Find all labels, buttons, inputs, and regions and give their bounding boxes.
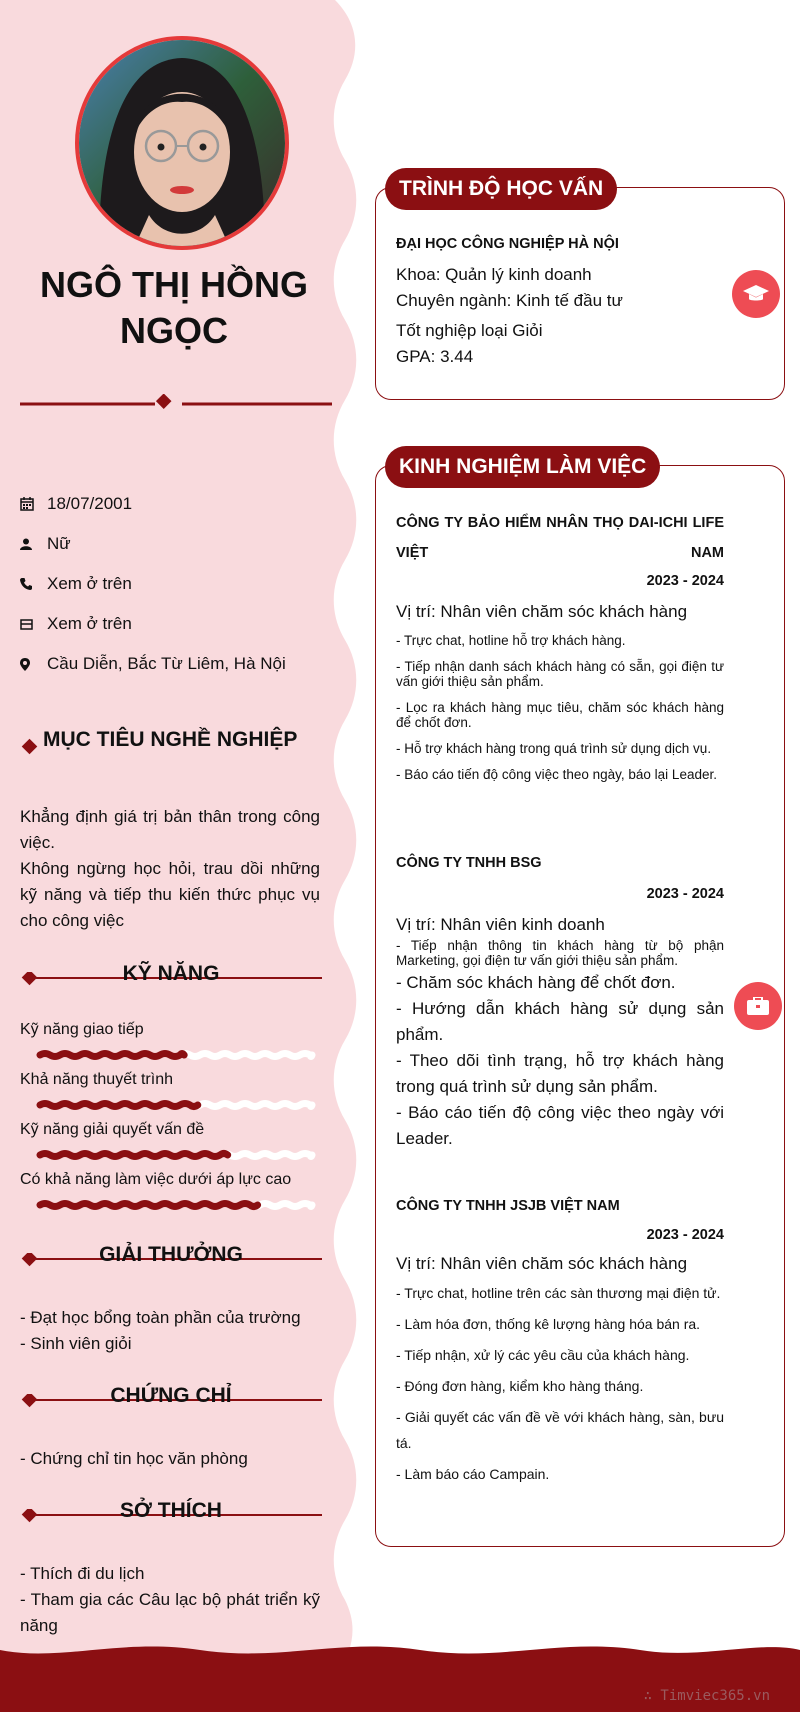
education-line: Tốt nghiệp loại Giỏi (396, 321, 543, 340)
awards-title: GIẢI THƯỞNG (99, 1243, 243, 1266)
award-item: - Sinh viên giỏi (20, 1334, 132, 1353)
job-duty: - Chăm sóc khách hàng để chốt đơn. (396, 973, 676, 992)
award-item: - Đạt học bổng toàn phần của trường (20, 1308, 301, 1327)
job-entry (396, 508, 724, 782)
job-period: 2023 - 2024 (646, 1227, 724, 1243)
job-duty: - Lọc ra khách hàng mục tiêu, chăm sóc khách hàng để chốt đơn. (396, 700, 724, 730)
job-entry (396, 1191, 724, 1487)
contact-email (20, 604, 320, 644)
skill-label: Khả năng thuyết trình (20, 1071, 173, 1088)
job-duty: - Báo cáo tiến độ công việc theo ngày với Leader. (396, 1103, 724, 1148)
education-line: GPA: 3.44 (396, 347, 474, 366)
certificates-title: CHỨNG CHỈ (110, 1384, 232, 1407)
job-duty: - Hỗ trợ khách hàng trong quá trình sử dụng dịch vụ. (396, 741, 712, 756)
awards-list (20, 1305, 320, 1357)
job-period: 2023 - 2024 (646, 573, 724, 589)
job-duty: - Theo dõi tình trạng, hỗ trợ khách hàng trong quá trình sử dụng sản phẩm. (396, 1051, 724, 1096)
location-icon (20, 655, 47, 673)
job-duty: - Tiếp nhận, xử lý các yêu cầu của khách hàng. (396, 1347, 690, 1363)
company-name: CÔNG TY BẢO HIỂM NHÂN THỌ DAI-ICHI LIFE VIỆT NAM (396, 515, 724, 561)
skill-level-bar (34, 1198, 320, 1212)
contact-value: 18/07/2001 (47, 494, 133, 513)
education-line: Chuyên ngành: Kinh tế đầu tư (396, 291, 623, 310)
contact-value: Xem ở trên (47, 614, 132, 633)
user-icon (20, 535, 47, 553)
contact-list (20, 484, 320, 684)
skills-heading (20, 962, 322, 992)
skills-title: KỸ NĂNG (122, 962, 220, 985)
contact-address (20, 644, 320, 684)
skill-level-bar (34, 1098, 320, 1112)
experience-title: KINH NGHIỆM LÀM VIỆC (385, 446, 660, 488)
skill-item (20, 1070, 322, 1090)
skill-item (20, 1170, 322, 1190)
job-duty: - Trực chat, hotline hỗ trợ khách hàng. (396, 633, 626, 648)
watermark: ∴ Timviec365.vn (643, 1688, 770, 1704)
skill-level-bar (34, 1148, 320, 1162)
candidate-name: NGÔ THỊ HỒNG NGỌC (40, 264, 308, 351)
phone-icon (20, 575, 47, 593)
skill-label: Kỹ năng giải quyết vấn đề (20, 1121, 205, 1138)
certificates-heading (20, 1384, 322, 1414)
skill-label: Kỹ năng giao tiếp (20, 1021, 144, 1038)
hobby-item: - Thích đi du lịch (20, 1564, 145, 1583)
job-position: Vị trí: Nhân viên chăm sóc khách hàng (396, 602, 688, 621)
hobbies-title: SỞ THÍCH (120, 1499, 222, 1522)
contact-value: Xem ở trên (47, 574, 132, 593)
job-duty: - Làm báo cáo Campain. (396, 1466, 550, 1482)
job-duty: - Tiếp nhận thông tin khách hàng từ bộ phận Marketing, gọi điện tư vấn giới thiệu sản phẩm. (396, 938, 724, 968)
job-duty: - Trực chat, hotline trên các sàn thương mại điện tử. (396, 1285, 721, 1301)
avatar (75, 36, 289, 250)
contact-phone (20, 564, 320, 604)
job-duty: - Báo cáo tiến độ công việc theo ngày, báo lại Leader. (396, 767, 717, 782)
job-position: Vị trí: Nhân viên kinh doanh (396, 915, 605, 934)
hobbies-heading (20, 1499, 322, 1529)
certificate-item: - Chứng chỉ tin học văn phòng (20, 1449, 248, 1468)
contact-value: Cầu Diễn, Bắc Từ Liêm, Hà Nội (47, 654, 286, 673)
skill-fill (40, 1104, 198, 1107)
job-duty: - Giải quyết các vấn đề về với khách hàng, sàn, bưu tá. (396, 1409, 724, 1451)
graduation-cap-icon (732, 270, 780, 318)
job-position: Vị trí: Nhân viên chăm sóc khách hàng (396, 1254, 688, 1273)
job-period: 2023 - 2024 (646, 886, 724, 902)
certificates-list (20, 1446, 320, 1472)
hobby-item: - Tham gia các Câu lạc bộ phát triển kỹ năng (20, 1590, 320, 1635)
job-duty: - Đóng đơn hàng, kiểm kho hàng tháng. (396, 1378, 644, 1394)
objective-heading (20, 728, 322, 758)
skill-item (20, 1120, 322, 1140)
skill-fill (40, 1204, 258, 1207)
skill-fill (40, 1054, 184, 1057)
skill-level-bar (34, 1048, 320, 1062)
skill-fill (40, 1154, 228, 1157)
contact-birthday (20, 484, 320, 524)
job-duty: - Làm hóa đơn, thống kê lượng hàng hóa bán ra. (396, 1316, 701, 1332)
skill-label: Có khả năng làm việc dưới áp lực cao (20, 1171, 292, 1188)
education-line: Khoa: Quản lý kinh doanh (396, 265, 592, 284)
job-entry (396, 848, 724, 1152)
briefcase-icon (734, 982, 782, 1030)
job-duty: - Tiếp nhận danh sách khách hàng có sẵn, gọi điện tư vấn giới thiệu sản phẩm. (396, 659, 724, 689)
skill-item (20, 1020, 322, 1040)
contact-gender (20, 524, 320, 564)
awards-heading (20, 1243, 322, 1273)
hobbies-list (20, 1561, 320, 1639)
education-title: TRÌNH ĐỘ HỌC VẤN (385, 168, 617, 210)
calendar-icon (20, 495, 47, 513)
school-name: ĐẠI HỌC CÔNG NGHIỆP HÀ NỘI (396, 236, 619, 252)
email-icon (20, 615, 47, 633)
company-name: CÔNG TY TNHH BSG (396, 855, 542, 871)
job-duty: - Hướng dẫn khách hàng sử dụng sản phẩm. (396, 999, 724, 1044)
company-name: CÔNG TY TNHH JSJB VIỆT NAM (396, 1198, 620, 1214)
objective-text: Khẳng định giá trị bản thân trong công việc. Không ngừng học hỏi, trau dồi những kỹ năng và tiếp thu kiến thức phục vụ cho công việc (20, 807, 320, 930)
objective-title: MỤC TIÊU NGHỀ NGHIỆP (43, 728, 298, 751)
contact-value: Nữ (47, 534, 71, 553)
education-details (396, 232, 724, 370)
name-divider (20, 394, 332, 414)
